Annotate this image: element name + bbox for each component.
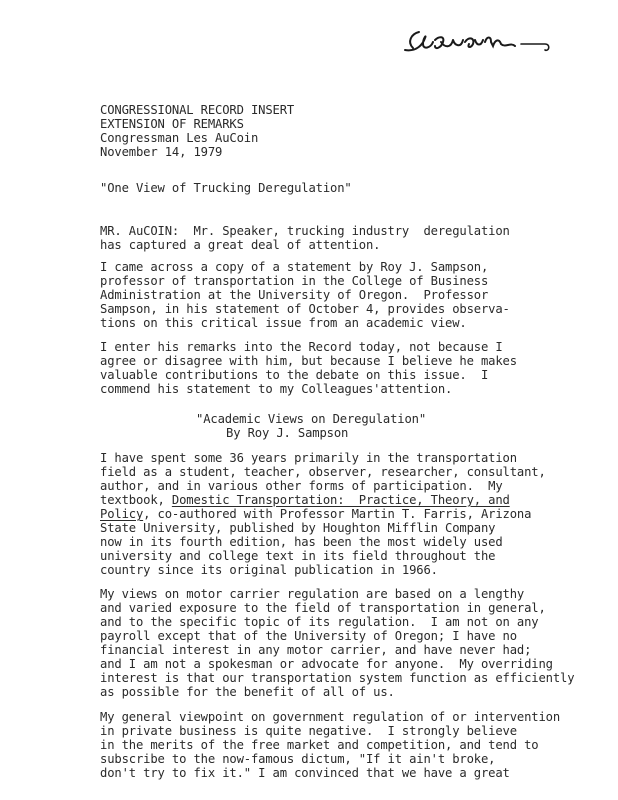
p4-line-8: university and college text in its field throughout the	[100, 549, 496, 563]
p4-line-4	[100, 493, 510, 507]
byline: By Roy J. Sampson	[226, 426, 349, 440]
p6-line-1: My general viewpoint on government regulation of or intervention	[100, 710, 560, 724]
p6-line-2: in private business is quite negative. I strongly believe	[100, 724, 517, 738]
p4-line-5	[100, 507, 531, 521]
p2-line-3: Administration at the University of Oregon. Professor	[100, 288, 489, 302]
p1-line-2: has captured a great deal of attention.	[100, 238, 381, 252]
p2-line-4: Sampson, in his statement of October 4, provides observa-	[100, 302, 510, 316]
book-title-part-2: Policy	[100, 507, 144, 521]
p3-line-3: valuable contributions to the debate on this issue. I	[100, 368, 489, 382]
p2-line-5: tions on this critical issue from an academic view.	[100, 316, 467, 330]
handwritten-signature	[395, 18, 565, 66]
header-line-2: EXTENSION OF REMARKS	[100, 117, 244, 131]
p2-line-2: professor of transportation in the College of Business	[100, 274, 489, 288]
p5-line-8: as possible for the benefit of all of us.	[100, 685, 395, 699]
p5-line-1: My views on motor carrier regulation are based on a lengthy	[100, 587, 525, 601]
p4-line-5-post: , co-authored with Professor Martin T. Farris, Arizona	[143, 507, 532, 521]
p4-line-3: author, and in various other forms of participation. My	[100, 479, 503, 493]
p4-line-7: now in its fourth edition, has been the most widely used	[100, 535, 503, 549]
p3-line-2: agree or disagree with him, but because I believe he makes	[100, 354, 517, 368]
p4-line-6: State University, published by Houghton Mifflin Company	[100, 521, 496, 535]
p2-line-1: I came across a copy of a statement by Roy J. Sampson,	[100, 260, 489, 274]
p4-line-1: I have spent some 36 years primarily in the transportation	[100, 451, 517, 465]
p5-line-4: payroll except that of the University of Oregon; I have no	[100, 629, 517, 643]
p4-line-4-pre: textbook,	[100, 493, 172, 507]
header-line-3: Congressman Les AuCoin	[100, 131, 259, 145]
book-title-part-1: Domestic Transportation: Practice, Theory, and	[171, 493, 510, 507]
p4-line-9: country since its original publication in 1966.	[100, 563, 438, 577]
header-line-4: November 14, 1979	[100, 145, 223, 159]
subtitle: "Academic Views on Deregulation"	[196, 412, 426, 426]
p6-line-3: in the merits of the free market and competition, and tend to	[100, 738, 539, 752]
p3-line-1: I enter his remarks into the Record today, not because I	[100, 340, 503, 354]
p5-line-6: and I am not a spokesman or advocate for anyone. My overriding	[100, 657, 553, 671]
p5-line-7: interest is that our transportation system function as efficiently	[100, 671, 575, 685]
p5-line-2: and varied exposure to the field of transportation in general,	[100, 601, 546, 615]
p4-line-2: field as a student, teacher, observer, researcher, consultant,	[100, 465, 546, 479]
p3-line-4: commend his statement to my Colleagues'attention.	[100, 382, 453, 396]
p6-line-4: subscribe to the now-famous dictum, "If it ain't broke,	[100, 752, 496, 766]
p1-line-1: MR. AuCOIN: Mr. Speaker, trucking industry deregulation	[100, 224, 510, 238]
p6-line-5: don't try to fix it." I am convinced that we have a great	[100, 766, 510, 780]
document-title: "One View of Trucking Deregulation"	[100, 181, 352, 195]
p5-line-3: and to the specific topic of its regulation. I am not on any	[100, 615, 539, 629]
p5-line-5: financial interest in any motor carrier, and have never had;	[100, 643, 532, 657]
header-line-1: CONGRESSIONAL RECORD INSERT	[100, 103, 295, 117]
